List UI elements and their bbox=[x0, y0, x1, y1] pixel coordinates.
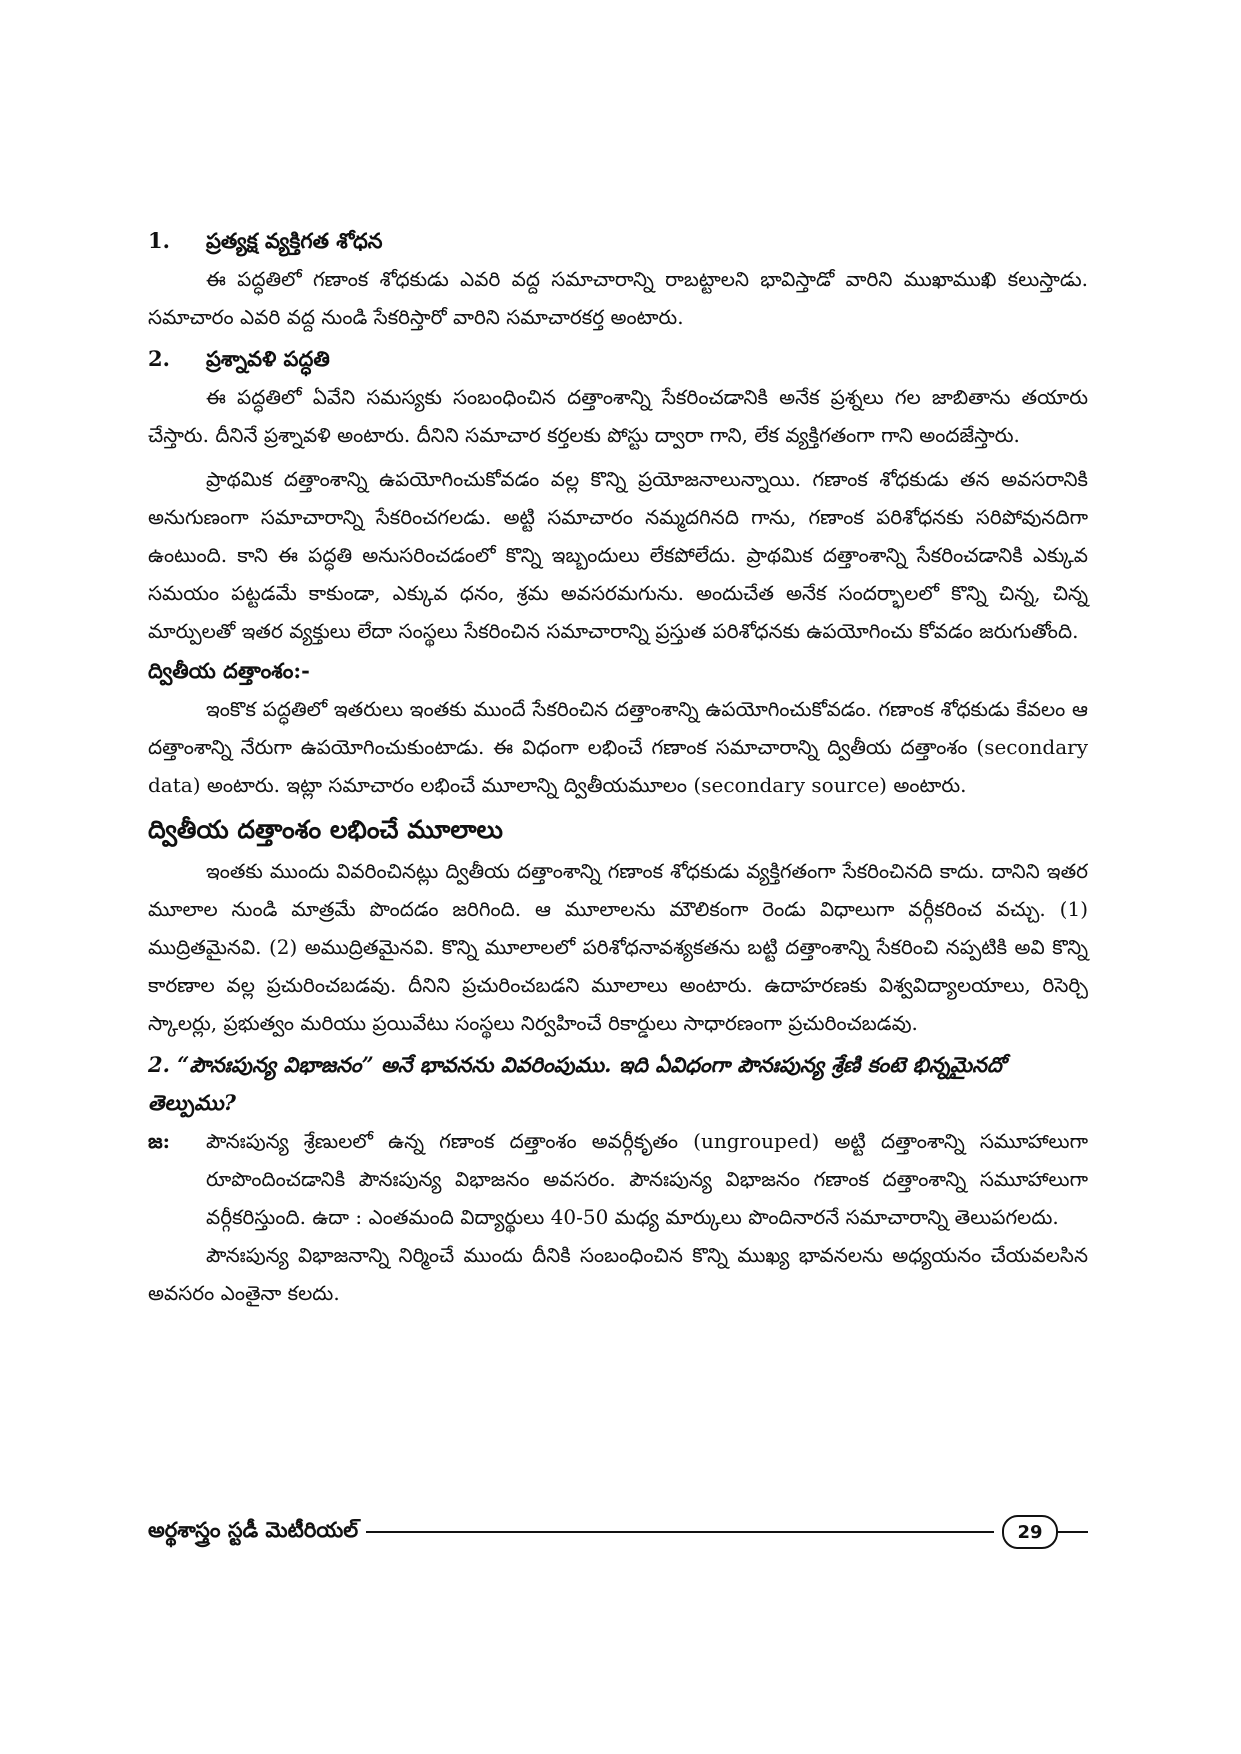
section-2-paragraph-2: ప్రాథమిక దత్తాంశాన్ని ఉపయోగించుకోవడం వల్ల కొన్ని ప్రయోజనాలున్నాయి. గణాంక శోధకుడు తన అవసరానికి అనుగుణంగా సమాచారాన్ని సేకరించగలడు. అట్టి సమాచారం నమ్మదగినది గాను, గణాంక పరిశోధనకు సరిపోవునదిగా ఉంటుంది. కాని ఈ పద్ధతి అనుసరించడంలో కొన్ని ఇబ్బందులు లేకపోలేదు. ప్రాథమిక దత్తాంశాన్ని సేకరించడానికి ఎక్కువ సమయం పట్టడమే కాకుండా, ఎక్కువ ధనం, శ్రమ అవసరమగును. అందుచేత అనేక సందర్భాలలో కొన్ని చిన్న, చిన్న మార్పులతో ఇతర వ్యక్తులు లేదా సంస్థలు సేకరించిన సమాచారాన్ని ప్రస్తుత పరిశోధనకు ఉపయోగించు కోవడం జరుగుతోంది. bbox=[148, 467, 1088, 643]
answer-text: పౌనఃపున్య శ్రేణులలో ఉన్న గణాంక దత్తాంశం అవర్గీకృతం (ungrouped) అట్టి దత్తాంశాన్ని సమూహాలుగా రూపొందించడానికి పౌనఃపున్య విభాజనం అవసరం. పౌనఃపున్య విభాజనం గణాంక దత్తాంశాన్ని సమూహాలుగా వర్గీకరిస్తుంది. ఉదా : ఎంతమంది విద్యార్థులు 40-50 మధ్య మార్కులు పొందినారనే సమాచారాన్ని తెలుపగలదు. bbox=[206, 1129, 1088, 1229]
secondary-sources-heading: ద్వితీయ దత్తాంశం లభించే మూలాలు bbox=[148, 815, 503, 844]
section-1-title: ప్రత్యక్ష వ్యక్తిగత శోధన bbox=[206, 228, 383, 253]
page-number: 29 bbox=[1002, 1515, 1058, 1549]
secondary-sources-paragraph: ఇంతకు ముందు వివరించినట్లు ద్వితీయ దత్తాంశాన్ని గణాంక శోధకుడు వ్యక్తిగతంగా సేకరించినది కాదు. దానిని ఇతర మూలాల నుండి మాత్రమే పొందడం జరిగింది. ఆ మూలాలను మౌలికంగా రెండు విధాలుగా వర్గీకరించ వచ్చు. (1) ముద్రితమైనవి. (2) అముద్రితమైనవి. కొన్ని మూలాలలో పరిశోధనావశ్యకతను బట్టి దత్తాంశాన్ని సేకరించి నప్పటికి అవి కొన్ని కారణాల వల్ల ప్రచురించబడవు. దీనిని ప్రచురించబడని మూలాలు అంటారు. ఉదాహరణకు విశ్వవిద్యాలయాలు, రిసెర్చి స్కాలర్లు, ప్రభుత్వం మరియు ప్రయివేటు సంస్థలు నిర్వహించే రికార్డులు సాధారణంగా ప్రచురించబడవు. bbox=[148, 859, 1088, 1035]
section-2-number: 2. bbox=[148, 346, 170, 371]
answer-paragraph-2: పౌనఃపున్య విభాజనాన్ని నిర్మించే ముందు దీనికి సంబంధించిన కొన్ని ముఖ్య భావనలను అధ్యయనం చేయవలసిన అవసరం ఎంతైనా కలదు. bbox=[148, 1243, 1088, 1305]
answer-block bbox=[148, 1122, 1088, 1236]
question-heading: 2. “పౌనఃపున్య విభాజనం” అనే భావనను వివరింపుము. ఇది ఏవిధంగా పౌనఃపున్య శ్రేణి కంటె భిన్నమైనదో తెల్పుము? bbox=[148, 1052, 1006, 1115]
section-1-heading bbox=[148, 222, 1088, 260]
section-1-paragraph: ఈ పద్ధతిలో గణాంక శోధకుడు ఎవరి వద్ద సమాచారాన్ని రాబట్టాలని భావిస్తాడో వారిని ముఖాముఖి కలుస్తాడు. సమాచారం ఎవరి వద్ద నుండి సేకరిస్తారో వారిని సమాచారకర్త అంటారు. bbox=[148, 267, 1088, 329]
secondary-data-heading: ద్వితీయ దత్తాంశం:- bbox=[148, 658, 310, 683]
footer-title: అర్థశాస్త్రం స్టడీ మెటీరియల్ bbox=[148, 1516, 359, 1542]
secondary-data-paragraph: ఇంకొక పద్ధతిలో ఇతరులు ఇంతకు ముందే సేకరించిన దత్తాంశాన్ని ఉపయోగించుకోవడం. గణాంక శోధకుడు కేవలం ఆ దత్తాంశాన్ని నేరుగా ఉపయోగించుకుంటాడు. ఈ విధంగా లభించే గణాంక సమాచారాన్ని ద్వితీయ దత్తాంశం (secondary data) అంటారు. ఇట్లా సమాచారం లభించే మూలాన్ని ద్వితీయమూలం (secondary source) అంటారు. bbox=[148, 697, 1088, 797]
section-2-title: ప్రశ్నావళి పద్ధతి bbox=[206, 346, 330, 371]
footer-rule-end bbox=[1058, 1531, 1088, 1533]
section-2-heading bbox=[148, 340, 1088, 378]
page-content bbox=[148, 222, 1088, 1312]
answer-label: జ: bbox=[148, 1129, 171, 1153]
footer-rule bbox=[366, 1531, 994, 1533]
page-footer bbox=[148, 1510, 1088, 1554]
section-2-paragraph-1: ఈ పద్ధతిలో ఏవేని సమస్యకు సంబంధించిన దత్తాంశాన్ని సేకరించడానికి అనేక ప్రశ్నలు గల జాబితాను తయారు చేస్తారు. దీనినే ప్రశ్నావళి అంటారు. దీనిని సమాచార కర్తలకు పోస్టు ద్వారా గాని, లేక వ్యక్తిగతంగా గాని అందజేస్తారు. bbox=[148, 385, 1088, 447]
section-1-number: 1. bbox=[148, 228, 170, 253]
